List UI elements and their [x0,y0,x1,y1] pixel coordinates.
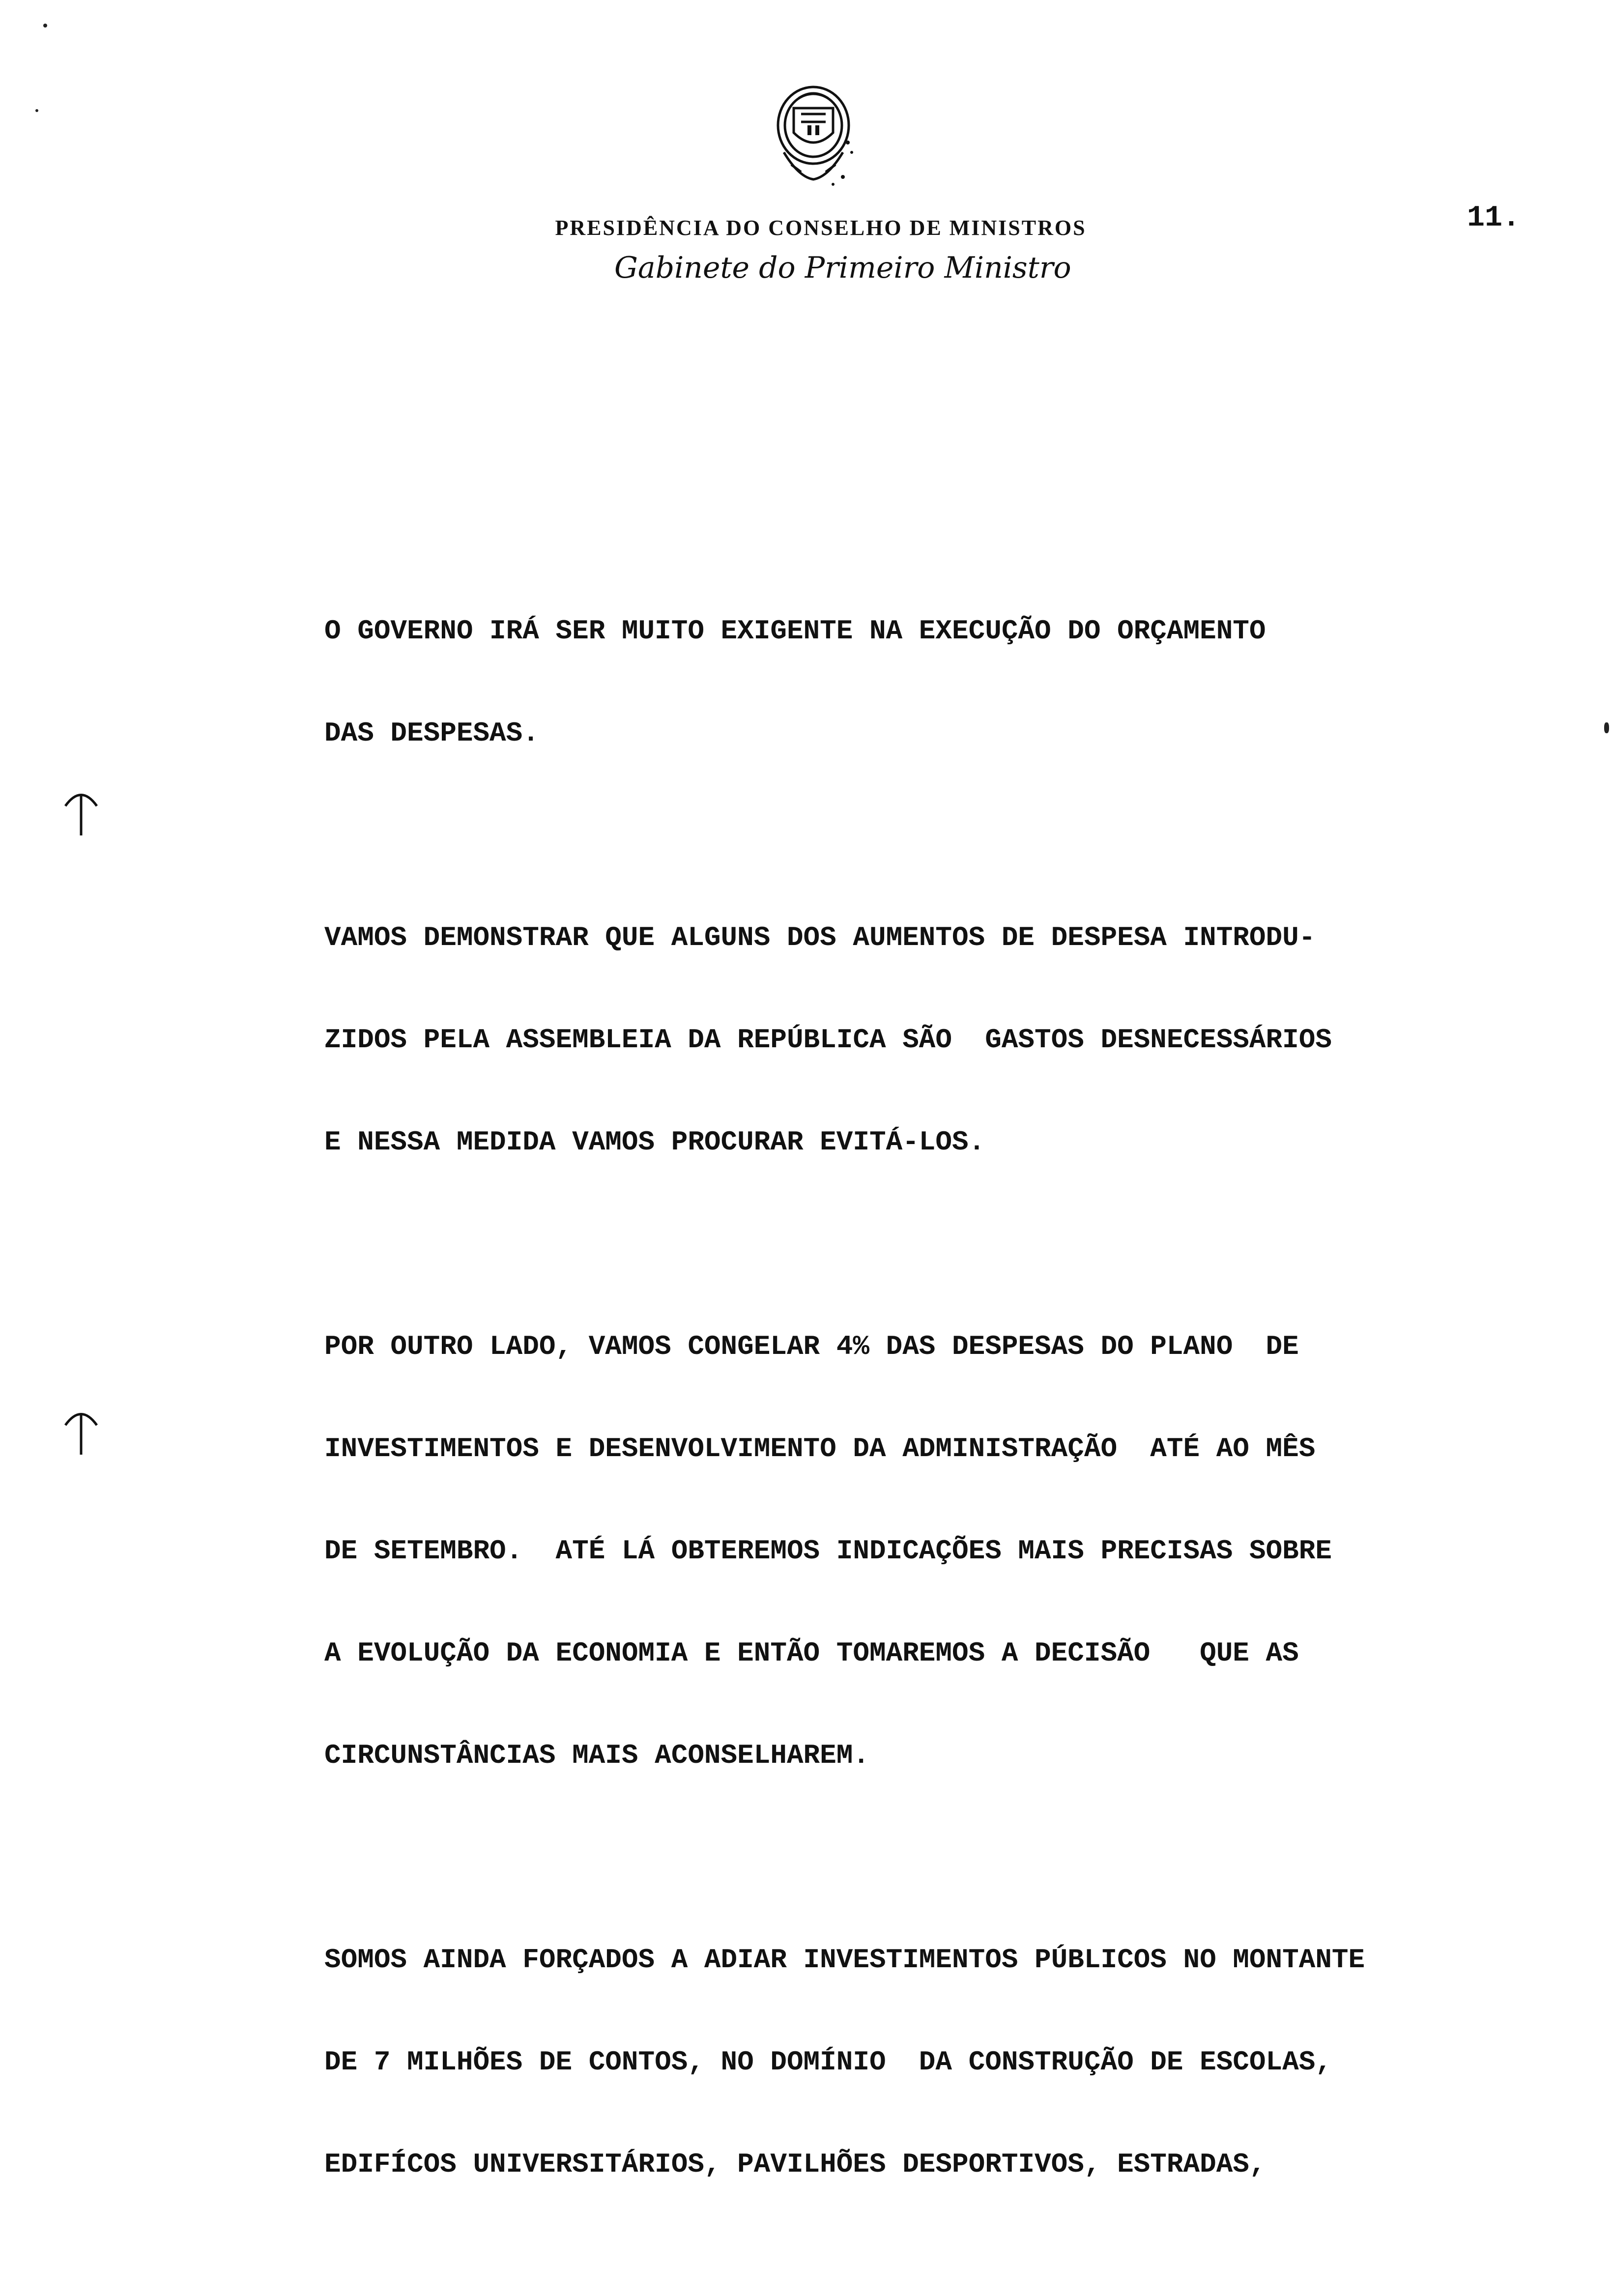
scan-dot [43,24,47,28]
text-line: O GOVERNO IRÁ SER MUITO EXIGENTE NA EXECUÇÃO DO ORÇAMENTO [324,615,1266,647]
text-line: EDIFÍCOS UNIVERSITÁRIOS, PAVILHÕES DESPORTIVOS, ESTRADAS, [324,2149,1266,2180]
document-body [324,580,1583,2215]
text-line: E NESSA MEDIDA VAMOS PROCURAR EVITÁ-LOS. [324,1126,985,1158]
text-line: SOMOS AINDA FORÇADOS A ADIAR INVESTIMENTOS PÚBLICOS NO MONTANTE [324,1944,1365,1976]
text-line: DAS DESPESAS. [324,718,539,749]
coat-of-arms-icon [764,79,863,201]
paragraph [324,1909,1583,2215]
text-line: POR OUTRO LADO, VAMOS CONGELAR 4% DAS DESPESAS DO PLANO DE [324,1331,1299,1362]
paragraph-mark-icon [61,786,101,840]
text-line: DE 7 MILHÕES DE CONTOS, NO DOMÍNIO DA CONSTRUÇÃO DE ESCOLAS, [324,2046,1332,2078]
office-subtitle: Gabinete do Primeiro Ministro [614,251,1071,285]
paragraph-mark-icon [61,1406,101,1460]
paragraph [324,887,1583,1193]
scan-dot [1604,722,1609,733]
paragraph [324,1295,1583,1807]
text-line: ZIDOS PELA ASSEMBLEIA DA REPÚBLICA SÃO GASTOS DESNECESSÁRIOS [324,1024,1332,1056]
office-title: PRESIDÊNCIA DO CONSELHO DE MINISTROS [555,216,1087,240]
page-number: 11. [1467,201,1521,235]
text-line: INVESTIMENTOS E DESENVOLVIMENTO DA ADMINISTRAÇÃO ATÉ AO MÊS [324,1433,1316,1464]
text-line: A EVOLUÇÃO DA ECONOMIA E ENTÃO TOMAREMOS A DECISÃO QUE AS [324,1637,1299,1669]
paragraph [324,580,1583,784]
text-line: VAMOS DEMONSTRAR QUE ALGUNS DOS AUMENTOS DE DESPESA INTRODU- [324,922,1316,953]
text-line: DE SETEMBRO. ATÉ LÁ OBTEREMOS INDICAÇÕES MAIS PRECISAS SOBRE [324,1535,1332,1567]
scan-dot [35,109,38,112]
text-line: CIRCUNSTÂNCIAS MAIS ACONSELHAREM. [324,1740,869,1771]
